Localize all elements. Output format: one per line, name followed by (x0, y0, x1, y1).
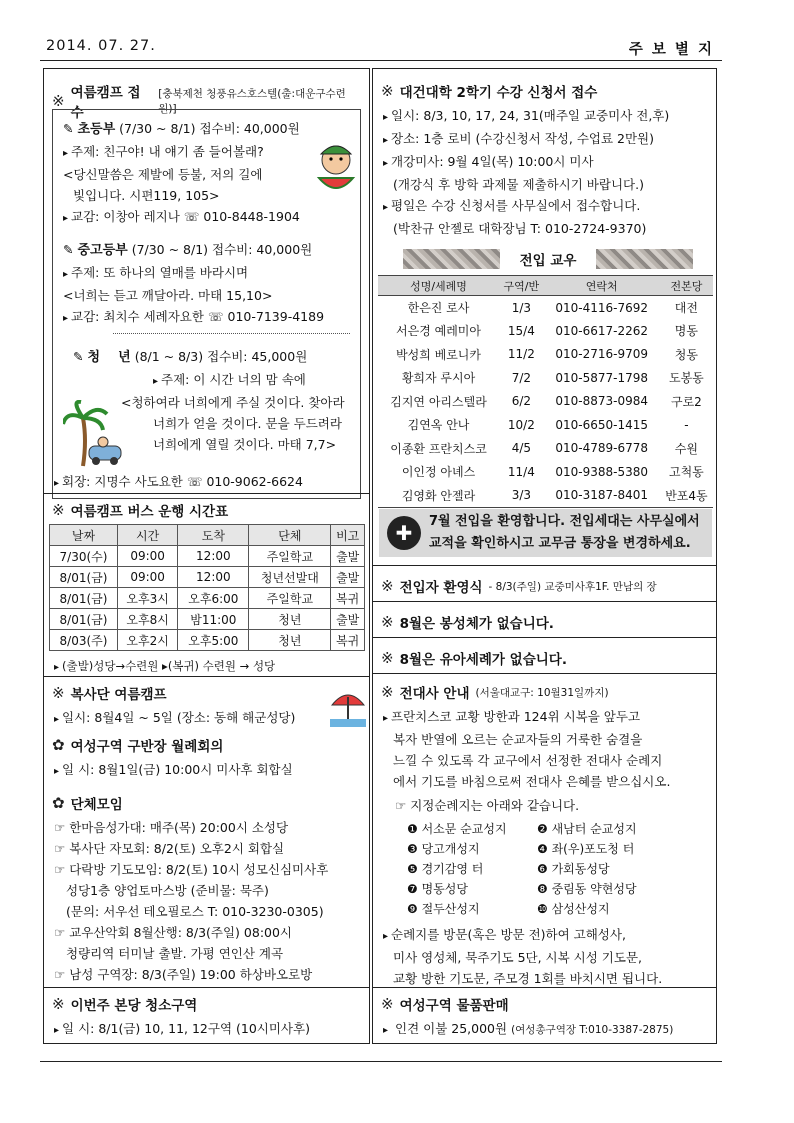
column-header: 시간 (117, 525, 177, 546)
column-header: 전본당 (660, 276, 713, 296)
youth-theme: ▸ 주제: 이 시간 너의 맘 속에 (53, 369, 360, 392)
college-place: ▸ 장소: 1층 로비 (수강신청서 작성, 수업료 2만원) (373, 128, 716, 151)
list-item: ❽ 중림동 약현성당 (537, 882, 637, 896)
college-weekday: ▸ 평일은 수강 신청서를 사무실에서 접수합니다. (373, 195, 716, 218)
palm-tree-car-icon (63, 400, 125, 468)
watermelon-kid-icon (311, 138, 361, 198)
altar-line: ▸ 일시: 8월4일 ~ 5일 (장소: 동해 해군성당) (44, 707, 369, 730)
flower-icon: ✿ (52, 736, 65, 754)
column-header: 연락처 (544, 276, 660, 296)
table-row: 김연옥 안나 10/2 010-6650-1415 - (407, 417, 689, 433)
indulgence-q1: ▸ 순례지를 방문(혹은 방문 전)하여 고해성사, (373, 919, 716, 947)
divider (113, 333, 350, 334)
footer-rule (40, 1061, 722, 1062)
list-item: 청량리역 터미날 출발. 가평 연인산 계곡 (66, 946, 284, 961)
bus-section (44, 493, 369, 678)
youth-verse-2: 너희가 얻을 것이다. 문을 두드려라 (153, 416, 342, 431)
list-item: ☞ 다락방 기도모임: 8/2(토) 10시 성모신심미사후 (54, 862, 329, 877)
asterisk-icon: ※ (52, 92, 65, 110)
left-column (43, 68, 370, 1044)
pointing-hand-icon: ☞ (54, 967, 66, 982)
indulgence-p4: 에서 기도를 바침으로써 전대사 은혜를 받으십시오. (393, 774, 671, 789)
middle-theme: ▸ 주제: 또 하나의 열매를 바라시며 (53, 262, 360, 285)
list-item: ❸ 당고개성지 (407, 842, 480, 856)
table-row: 8/03(주) 오후2시 오후5:00 청년 복귀 (50, 630, 365, 651)
table-row: 김영화 안젤라 3/3 010-3187-8401 반포4동 (378, 484, 713, 508)
elem-title: 초등부 (77, 122, 116, 137)
welcome-box (379, 509, 712, 557)
table-row: 황희자 루시아 7/2 010-5877-1798 도봉동 (401, 370, 704, 386)
welcome-line-1: 7월 전입을 환영합니다. 전입세대는 사무실에서 (429, 514, 700, 529)
list-item: ❿ 삼성산성지 (537, 902, 610, 916)
goods-title: 여성구역 물품판매 (399, 998, 509, 1014)
cleaning-section (44, 987, 369, 1041)
college-date: ▸ 일시: 8/3, 10, 17, 24, 31(매주일 교중미사 전,후) (373, 105, 716, 128)
list-item: ❶ 서소문 순교성지 (407, 822, 507, 836)
indulgence-p3: 느낄 수 있도록 각 교구에서 선정한 전대사 순례지 (393, 753, 663, 768)
list-item: ❷ 새남터 순교성지 (537, 822, 637, 836)
table-row: 8/01(금) 09:00 12:00 청년선발대 출발 (50, 567, 365, 588)
bus-note: ▸ (출발)성당→수련원 ▸(복귀) 수련원 → 성당 (44, 651, 369, 678)
table-row: 이종환 프란치스코 4/5 010-4789-6778 수원 (390, 441, 698, 456)
goods-line: 인견 이불 25,000원 (395, 1021, 508, 1036)
asterisk-icon: ※ (52, 684, 65, 702)
goods-section (373, 987, 716, 1041)
table-row: 8/01(금) 오후3시 오후6:00 주일학교 복귀 (50, 588, 365, 609)
list-item: ❼ 명동성당 (407, 882, 468, 896)
list-item: ❾ 절두산성지 (407, 902, 480, 916)
welcome-line-2: 교적을 확인하시고 교무금 통장을 변경하세요. (429, 536, 691, 551)
bus-table (49, 524, 365, 651)
list-item: ☞ 복사단 자모회: 8/2(토) 오후2시 회합실 (54, 841, 285, 856)
baptism-section (373, 637, 716, 672)
asterisk-icon: ※ (381, 82, 394, 100)
flower-icon: ✿ (52, 794, 65, 812)
indulgence-section (373, 673, 716, 989)
college-title: 대건대학 2학기 수강 신청서 접수 (399, 85, 598, 101)
indulgence-p2: 복자 반열에 오르는 순교자들의 거룩한 숨결을 (393, 732, 643, 747)
list-item: ❺ 경기감영 터 (407, 862, 484, 876)
list-item: ❹ 좌(우)포도청 터 (537, 842, 635, 856)
designated-note: 지정순례지는 아래와 같습니다. (410, 798, 580, 813)
table-row: 김지연 아리스텔라 6/2 010-8873-0984 구로2 (390, 394, 702, 409)
altar-section (44, 676, 369, 730)
pointing-hand-icon: ☞ (54, 862, 66, 877)
indulgence-q3: 교황 방한 기도문, 주모경 1회를 바치시면 됩니다. (393, 971, 663, 986)
youth-verse-3: 너희에게 열릴 것이다. 마태 7,7> (153, 437, 337, 452)
table-row: 8/01(금) 오후8시 밤11:00 청년 출발 (50, 609, 365, 630)
reception-title: 전입자 환영식 (399, 580, 483, 596)
reception-section (373, 565, 716, 600)
youth-period: (8/1 ~ 8/3) 접수비: 45,000원 (134, 349, 308, 364)
table-row: 서은경 예레미아 15/4 010-6617-2262 명동 (396, 323, 698, 339)
shrine-list (373, 816, 716, 919)
women-line: ▸ 일 시: 8월1일(금) 10:00시 미사후 회합실 (44, 759, 369, 782)
cleaning-line: ▸ 일 시: 8/1(금) 10, 11, 12구역 (10시미사후) (44, 1018, 369, 1041)
camp-box (52, 109, 361, 499)
table-row: 박성희 베로니카 11/2 010-2716-9709 청동 (396, 347, 698, 362)
bus-title: 여름캠프 버스 운행 시간표 (70, 504, 229, 520)
altar-title: 복사단 여름캠프 (70, 687, 167, 703)
cross-icon: ✚ (387, 516, 421, 550)
transfer-table (378, 275, 713, 508)
middle-period: (7/30 ~ 8/1) 접수비: 40,000원 (131, 242, 313, 257)
pencil-icon: ✎ (63, 121, 74, 136)
column-header: 구역/반 (499, 276, 544, 296)
table-header (378, 276, 713, 296)
asterisk-icon: ※ (381, 649, 394, 667)
youth-verse-1: <청하여라 너희에게 주실 것이다. 찾아라 (121, 395, 345, 410)
header-rule (40, 60, 722, 61)
column-header: 날짜 (50, 525, 118, 546)
camp-place: [충북제천 청풍유스호스텔(출:대운구수련원)] (158, 88, 346, 115)
college-contact: (박찬규 안젤로 대학장님 T: 010-2724-9370) (393, 221, 647, 236)
table-row: 한은진 로사 1/3 010-4116-7692 대전 (407, 300, 698, 315)
indulgence-q2: 미사 영성체, 묵주기도 5단, 시복 시성 기도문, (393, 950, 642, 965)
youth-title: 청 년 (87, 350, 131, 365)
list-item: ☞ 한마음성가대: 매주(목) 20:00시 소성당 (54, 820, 289, 835)
transfer-banner (403, 249, 693, 269)
asterisk-icon: ※ (52, 995, 65, 1013)
middle-title: 중고등부 (77, 243, 128, 258)
table-row: 7/30(수) 09:00 12:00 주일학교 출발 (50, 546, 365, 567)
indulgence-sub: (서울대교구: 10월31일까지) (475, 686, 609, 699)
women-section (44, 729, 369, 782)
bulletin-name: 주 보 별 지 (628, 42, 714, 58)
middle-verse: <너희는 듣고 깨달아라. 마태 15,10> (63, 288, 273, 303)
pointing-hand-icon: ☞ (395, 798, 407, 813)
pencil-icon: ✎ (63, 242, 74, 257)
baptism-notice: 8월은 유아세례가 없습니다. (399, 652, 567, 668)
women-title: 여성구역 구반장 월례회의 (70, 739, 224, 755)
elem-teacher: ▸ 교감: 이창아 레지나 ☏ 010-8448-1904 (53, 206, 360, 229)
indulgence-title: 전대사 안내 (399, 686, 470, 702)
groups-title: 단체모임 (70, 797, 123, 813)
asterisk-icon: ※ (381, 577, 394, 595)
list-item: ❻ 가회동성당 (537, 862, 610, 876)
column-header: 비고 (331, 525, 365, 546)
transfer-section (373, 275, 716, 508)
pointing-hand-icon: ☞ (54, 925, 66, 940)
communion-notice: 8월은 봉성체가 없습니다. (399, 616, 554, 632)
list-item: 성당1층 양업토마스방 (준비물: 묵주) (66, 883, 269, 898)
bulletin-date: 2014. 07. 27. (46, 38, 156, 54)
list-item: ☞ 남성 구역장: 8/3(주일) 19:00 하상바오로방 (54, 967, 313, 982)
elem-verse-2: 빛입니다. 시편119, 105> (73, 188, 220, 203)
list-item: (문의: 서우선 테오필로스 T: 010-3230-0305) (66, 904, 324, 919)
middle-teacher: ▸ 교감: 최치수 세례자요한 ☏ 010-7139-4189 (53, 306, 360, 329)
college-section (373, 69, 716, 239)
youth-leader: ▸ 회장: 지명수 사도요한 ☏ 010-9062-6624 (44, 471, 313, 494)
transfer-banner-label: 전입 교우 (500, 249, 597, 269)
asterisk-icon: ※ (381, 683, 394, 701)
page-header (40, 12, 722, 68)
column-header: 도착 (178, 525, 249, 546)
goods-contact: (여성총구역장 T:010-3387-2875) (511, 1024, 674, 1036)
table-row: 이인정 아녜스 11/4 010-9388-5380 고척동 (401, 464, 704, 480)
column-header: 단체 (249, 525, 331, 546)
pointing-hand-icon: ☞ (54, 820, 66, 835)
pointing-hand-icon: ☞ (54, 841, 66, 856)
college-opening: ▸ 개강미사: 9월 4일(목) 10:00시 미사 (373, 151, 716, 174)
asterisk-icon: ※ (52, 501, 65, 519)
groups-section (44, 787, 369, 985)
camp-title: 여름캠프 접수 (70, 85, 141, 121)
beach-umbrella-icon (328, 689, 368, 729)
list-item: ☞ 교우산악회 8월산행: 8/3(주일) 08:00시 (54, 925, 293, 940)
asterisk-icon: ※ (381, 613, 394, 631)
indulgence-p1: ▸ 프란치스코 교황 방한과 124위 시복을 앞두고 (373, 706, 716, 729)
asterisk-icon: ※ (381, 995, 394, 1013)
pencil-icon: ✎ (73, 349, 84, 364)
elem-verse-1: <당신말씀은 제발에 등불, 저의 길에 (63, 167, 263, 182)
cleaning-title: 이번주 본당 청소구역 (70, 998, 198, 1014)
communion-section (373, 601, 716, 636)
reception-line: - 8/3(주일) 교중미사후1F. 만남의 장 (488, 580, 657, 593)
college-opening-note: (개강식 후 방학 과제물 제출하시기 바랍니다.) (393, 177, 644, 192)
right-column (372, 68, 717, 1044)
elem-period: (7/30 ~ 8/1) 접수비: 40,000원 (119, 121, 300, 136)
column-header: 성명/세례명 (378, 276, 499, 296)
table-header (50, 525, 365, 546)
elem-theme: ▸ 주제: 친구야! 내 얘기 좀 들어볼래? (53, 141, 360, 164)
